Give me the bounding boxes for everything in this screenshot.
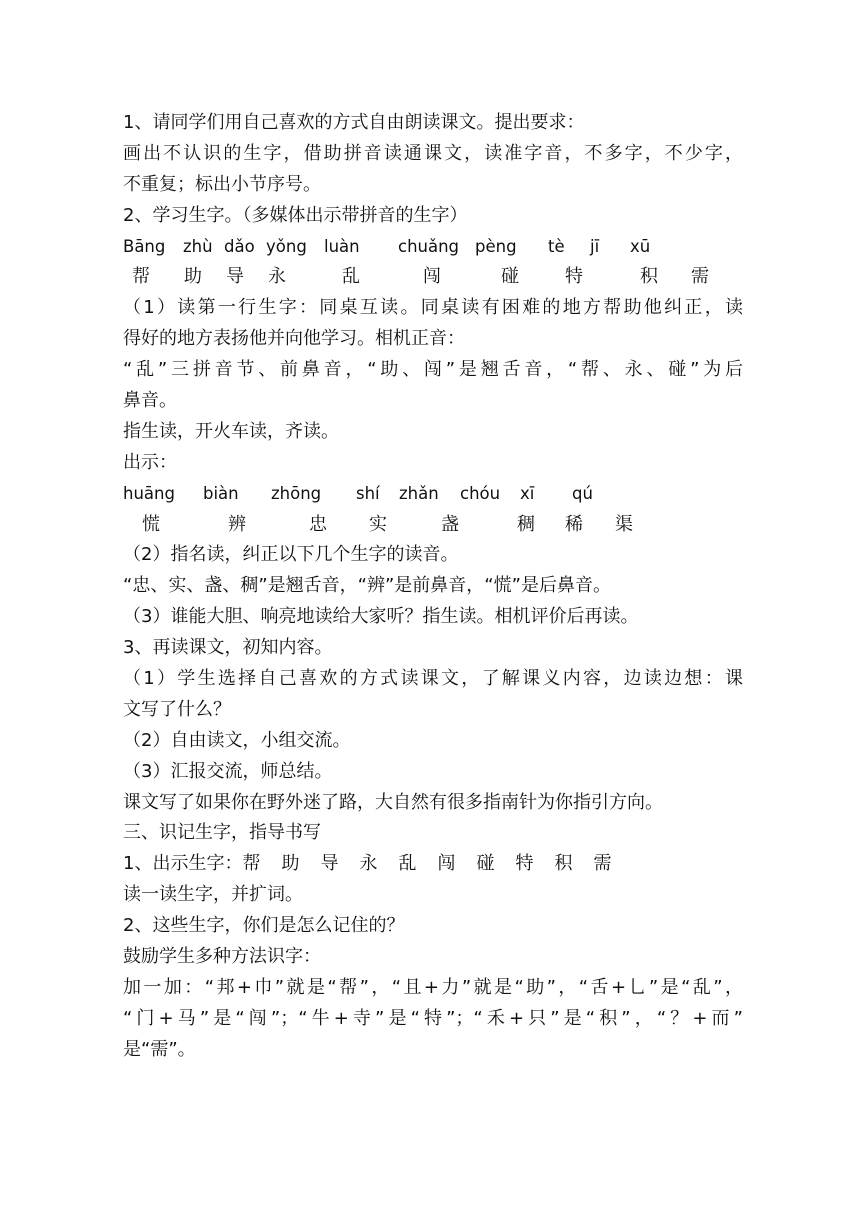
pinyin-row: [123, 479, 743, 510]
pinyin: Bāng: [123, 236, 166, 256]
text-line: （2）指名读，纠正以下几个生字的读音。: [123, 544, 459, 566]
character: 导: [226, 266, 244, 288]
text-line: 指生读，开火车读，齐读。: [123, 420, 339, 442]
character: 助: [281, 853, 300, 875]
character: 辨: [228, 513, 246, 535]
text-line: （2）自由读文，小组交流。: [123, 729, 351, 751]
text-line: 画出不认识的生字，借助拼音读通课文，读准字音，不多字，不少字，: [123, 142, 743, 164]
character: 闯: [437, 853, 456, 875]
character: 忠: [309, 513, 327, 535]
text-line: 是“需”。: [123, 1038, 196, 1060]
character-list-line: [123, 849, 743, 880]
character-row: [123, 262, 743, 293]
character: 助: [184, 266, 202, 288]
pinyin: shí: [356, 483, 380, 503]
pinyin-row: [123, 232, 743, 263]
character-row: [123, 510, 743, 541]
character: 碰: [476, 853, 495, 875]
text-line: 3、再读课文，初知内容。: [123, 637, 333, 659]
pinyin: xū: [630, 236, 651, 256]
pinyin: xī: [520, 483, 535, 503]
text-line: （3）汇报交流，师总结。: [123, 760, 333, 782]
text-line: 2、学习生字。（多媒体出示带拼音的生字）: [123, 204, 468, 226]
pinyin: qú: [572, 483, 593, 503]
text-line: 读一读生字，并扩词。: [123, 884, 303, 906]
document-body: [123, 108, 743, 1066]
text-line: “乱”三拼音节、前鼻音，“助、闯”是翘舌音，“帮、永、碰”为后: [123, 359, 743, 381]
pinyin: luàn: [324, 236, 360, 256]
text-line: “忠、实、盏、稠”是翘舌音，“辨”是前鼻音，“慌”是后鼻音。: [123, 575, 611, 597]
text-line: 2、这些生字，你们是怎么记住的？: [123, 915, 405, 937]
pinyin: zhǎn: [399, 483, 439, 503]
character: 稠: [517, 513, 535, 535]
pinyin: jī: [590, 236, 600, 256]
text-line: 文写了什么？: [123, 698, 231, 720]
character: 闯: [423, 266, 441, 288]
pinyin: pèng: [475, 236, 517, 256]
text-line: 鼻音。: [123, 390, 177, 412]
character: 稀: [565, 513, 583, 535]
text-line: 得好的地方表扬他并向他学习。相机正音：: [123, 328, 465, 350]
pinyin: tè: [548, 236, 565, 256]
character: 慌: [142, 513, 160, 535]
pinyin: chuǎng: [398, 236, 460, 256]
pinyin: huāng: [123, 483, 175, 503]
character: 需: [691, 266, 709, 288]
pinyin: yǒng: [266, 236, 307, 256]
text-line: 课文写了如果你在野外迷了路，大自然有很多指南针为你指引方向。: [123, 791, 663, 813]
text-line: 加一加：“邦+巾”就是“帮”，“且+力”就是“助”，“舌+乚”是“乱”，: [123, 976, 743, 998]
pinyin: zhōng: [271, 483, 322, 503]
text-line: 鼓励学生多种方法识字：: [123, 946, 321, 968]
character: 特: [515, 853, 534, 875]
character: 积: [554, 853, 573, 875]
pinyin: dǎo: [224, 236, 255, 256]
text-line: 三、识记生字，指导书写: [123, 822, 321, 844]
text-line: 出示：: [123, 451, 177, 473]
text-line: （1）学生选择自己喜欢的方式读课文，了解课义内容，边读边想：课: [123, 668, 743, 690]
text-line: （1）读第一行生字：同桌互读。同桌读有困难的地方帮助他纠正，读: [123, 297, 743, 319]
character: 帮: [242, 853, 261, 875]
character: 永: [359, 853, 378, 875]
text-line: （3）谁能大胆、响亮地读给大家听？指生读。相机评价后再读。: [123, 606, 639, 628]
character: 帮: [132, 266, 150, 288]
pinyin: biàn: [203, 483, 239, 503]
character: 永: [268, 266, 286, 288]
text-line: “门+马”是“闯”；“牛+寺”是“特”；“禾+只”是“积”，“？+而”: [123, 1007, 743, 1029]
character: 渠: [615, 513, 633, 535]
character: 导: [320, 853, 339, 875]
character: 需: [593, 853, 612, 875]
character: 盏: [441, 513, 459, 535]
character: 乱: [398, 853, 417, 875]
character: 积: [640, 266, 658, 288]
character: 碰: [501, 266, 519, 288]
character: 乱: [342, 266, 360, 288]
line-prefix: 1、出示生字：: [123, 853, 243, 875]
text-line: 不重复；标出小节序号。: [123, 173, 321, 195]
text-line: 1、请同学们用自己喜欢的方式自由朗读课文。提出要求：: [123, 112, 585, 133]
character: 特: [565, 266, 583, 288]
character: 实: [369, 513, 387, 535]
pinyin: zhù: [183, 236, 213, 256]
pinyin: chóu: [460, 483, 501, 503]
